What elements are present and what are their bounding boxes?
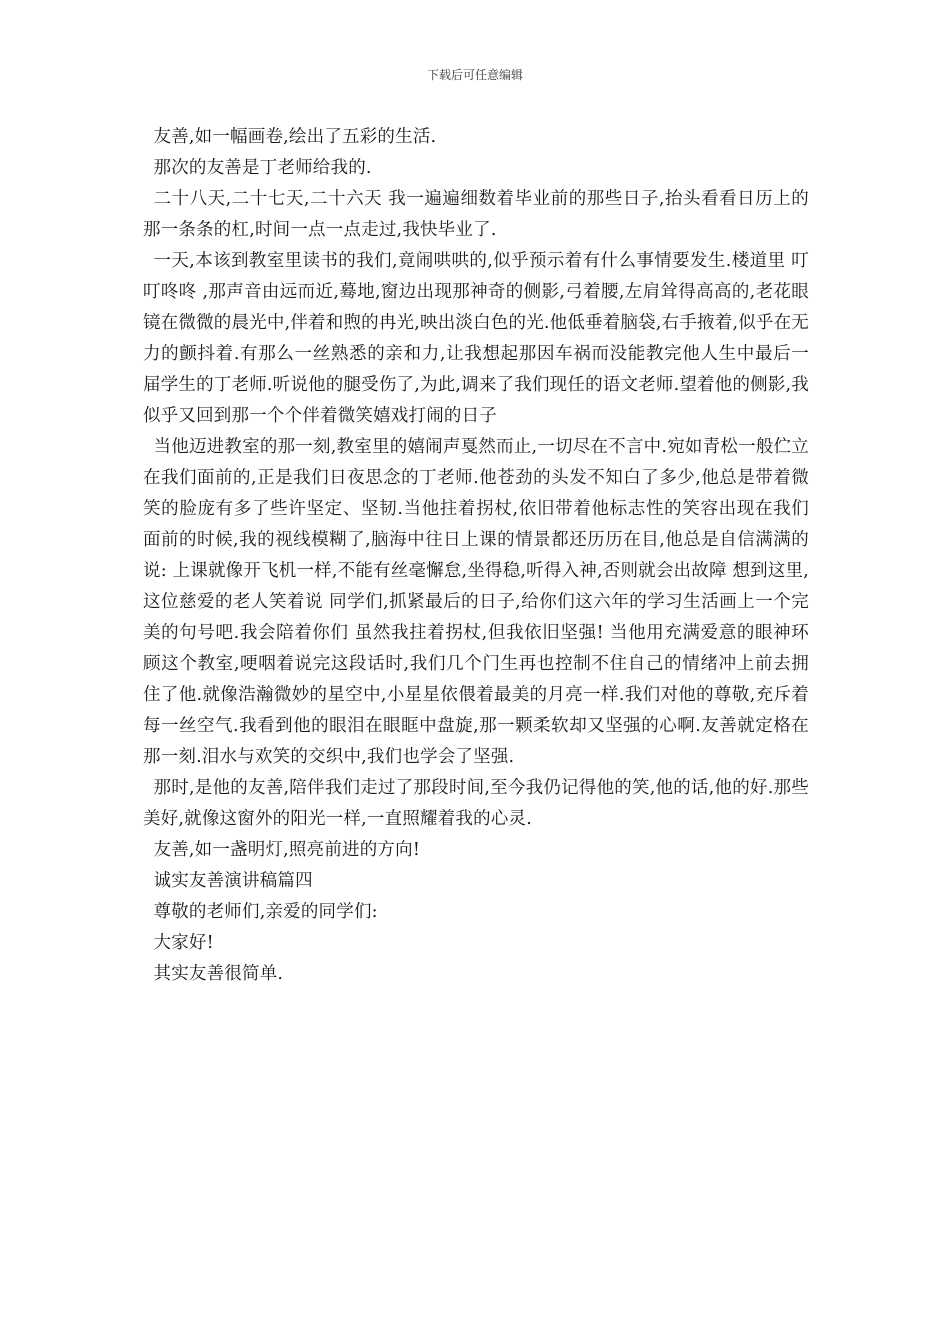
paragraph: 当他迈进教室的那一刻,教室里的嬉闹声戛然而止,一切尽在不言中.宛如青松一般伫立在我们面前的,正是我们日夜思念的丁老师.他苍劲的头发不知白了多少,他总是带着微笑的脸庞有多了些许坚定、坚韧.当他拄着拐杖,依旧带着他标志性的笑容出现在我们面前的时候,我的视线模糊了,脑海中往日上课的情景都还历历在目,他总是自信满满的说: 上课就像开飞机一样,不能有丝毫懈怠,坐得稳,听得入神,否则就会出故障 想到这里,这位慈爱的老人笑着说 同学们,抓紧最后的日子,给你们这六年的学习生活画上一个完美的句号吧.我会陪着你们 虽然我拄着拐杖,但我依旧坚强! 当他用充满爱意的眼神环顾这个教室,哽咽着说完这段话时,我们几个门生再也控制不住自己的情绪冲上前去拥住了他.就像浩瀚微妙的星空中,小星星依偎着最美的月亮一样.我们对他的尊敬,充斥着每一丝空气.我看到他的眼泪在眼眶中盘旋,那一颗柔软却又坚强的心啊.友善就定格在那一刻.泪水与欢笑的交织中,我们也学会了坚强. (143, 437, 809, 767)
paragraph: 友善,如一幅画卷,绘出了五彩的生活. (153, 127, 437, 147)
paragraph: 二十八天,二十七天,二十六天 我一遍遍细数着毕业前的那些日子,抬头看看日历上的那一条条的杠,时间一点一点走过,我快毕业了. (143, 189, 809, 240)
paragraph: 一天,本该到教室里读书的我们,竟闹哄哄的,似乎预示着有什么事情要发生.楼道里 叮叮咚咚 ,那声音由远而近,蓦地,窗边出现那神奇的侧影,弓着腰,左肩耸得高高的,老花眼镜在微微的晨光中,伴着和煦的冉光,映出淡白色的光.他低垂着脑袋,右手掖着,似乎在无力的颤抖着.有那么一丝熟悉的亲和力,让我想起那因车祸而没能教完他人生中最后一届学生的丁老师.听说他的腿受伤了,为此,调来了我们现任的语文老师.望着他的侧影,我似乎又回到那一个个伴着微笑嬉戏打闹的日子 (143, 251, 810, 426)
greeting: 大家好! (153, 933, 214, 953)
paragraph: 友善,如一盏明灯,照亮前进的方向! (153, 840, 421, 860)
page-header: 下载后可任意编辑 (426, 68, 523, 82)
paragraph: 其实友善很简单. (153, 964, 284, 984)
paragraph: 那次的友善是丁老师给我的. (153, 158, 372, 178)
salutation: 尊敬的老师们,亲爱的同学们: (153, 902, 378, 922)
document-body (143, 122, 809, 990)
section-heading: 诚实友善演讲稿篇四 (153, 871, 313, 891)
paragraph: 那时,是他的友善,陪伴我们走过了那段时间,至今我仍记得他的笑,他的话,他的好.那些美好,就像这窗外的阳光一样,一直照耀着我的心灵. (143, 778, 809, 829)
